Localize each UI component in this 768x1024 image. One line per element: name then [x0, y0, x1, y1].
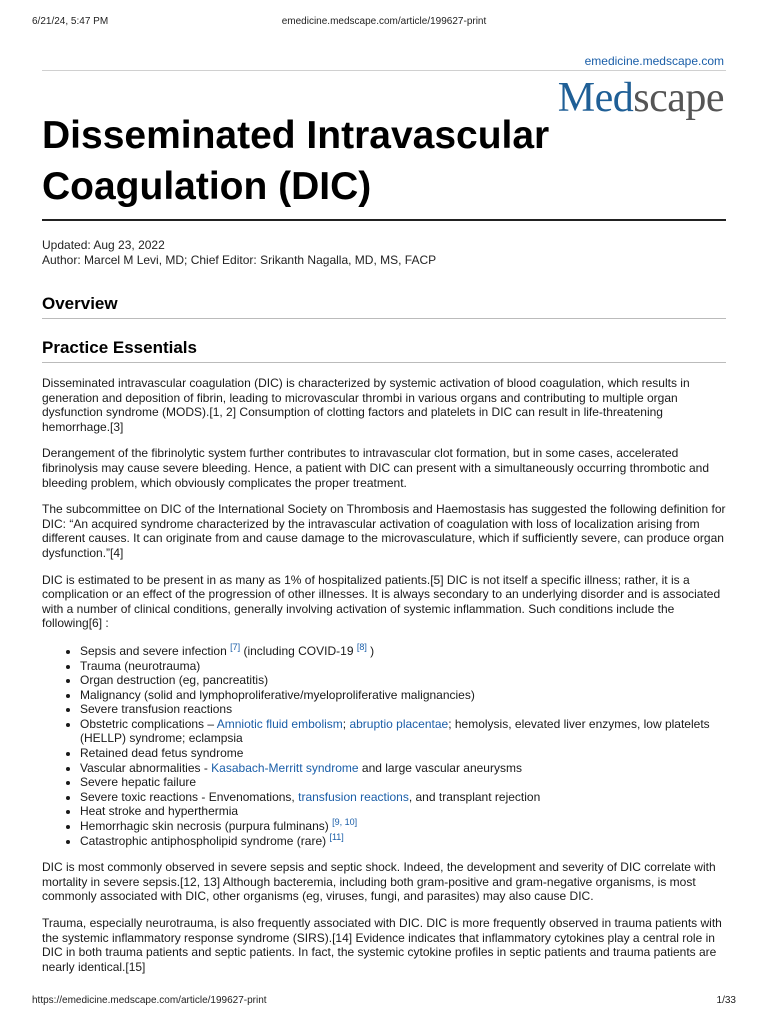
print-url: emedicine.medscape.com/article/199627-print [281, 16, 487, 27]
print-footer [32, 995, 736, 1009]
list-item: • Heat stroke and hyperthermia [80, 804, 726, 819]
section-overview: Overview [42, 294, 118, 313]
list-item: • Sepsis and severe infection [7] (including COVID-19 [8] ) [80, 644, 726, 659]
reference-link[interactable]: [7] [230, 641, 241, 652]
kasabach-merritt-link[interactable]: Kasabach-Merritt syndrome [211, 760, 359, 775]
list-item: • Severe transfusion reactions [80, 702, 726, 717]
paragraph: Derangement of the fibrinolytic system further contributes to intravascular clot formation, but in some cases, accelerated fibrinolysis may cause severe bleeding. Hence, a patient with DIC can present with a simultaneously occurring thrombotic and bleeding problem, which obviously complicates the proper treatment. [42, 446, 709, 490]
list-item: • Organ destruction (eg, pancreatitis) [80, 673, 726, 688]
list-item: • Catastrophic antiphospholipid syndrome (rare) [11] [80, 834, 726, 849]
list-item: • Severe toxic reactions - Envenomations, transfusion reactions, and transplant rejection [80, 790, 726, 805]
abruptio-placentae-link[interactable]: abruptio placentae [349, 716, 449, 731]
paragraph: DIC is estimated to be present in as many as 1% of hospitalized patients.[5] DIC is not itself a specific illness; rather, it is a complication or an effect of the progression of other illnesses. It is always secondary to an underlying disorder and is associated with a number of clinical conditions, generally involving activation of systemic inflammation. Such conditions include the following[6] : [42, 572, 721, 631]
paragraph: Trauma, especially neurotrauma, is also frequently associated with DIC. DIC is more frequently observed in trauma patients with the systemic inflammatory response syndrome (SIRS).[14] Evidence indicates that inflammatory cytokines play a central role in DIC in both trauma patients and septic patients. In fact, the systemic cytokine profiles in septic patients and trauma patients are nearly identical.[15] [42, 916, 722, 974]
logo-part-scape: scape [633, 75, 724, 121]
paragraph: The subcommittee on DIC of the International Society on Thrombosis and Haemostasis has suggested the following definition for DIC: “An acquired syndrome characterized by the intravascular activation of coagulation with loss of localization arising from different causes. It can originate from and cause damage to the microvasculature, which if sufficiently severe, can produce organ dysfunction.”[4] [42, 502, 726, 560]
author-line: Author: Marcel M Levi, MD; Chief Editor: Srikanth Nagalla, MD, MS, FACP [42, 253, 437, 267]
reference-link[interactable]: [9, 10] [332, 817, 358, 828]
print-datetime: 6/21/24, 5:47 PM [32, 16, 109, 27]
site-link[interactable]: emedicine.medscape.com [584, 54, 724, 68]
article-meta [42, 238, 726, 268]
paragraph: Disseminated intravascular coagulation (DIC) is characterized by systemic activation of blood coagulation, which results in generation and deposition of fibrin, leading to microvascular thrombi in various organs and contributing to multiple organ dysfunction syndrome (MODS).[1, 2] Consumption of clotting factors and platelets in DIC can result in life-threatening hemorrhage.[3] [42, 376, 690, 434]
section-divider [42, 318, 726, 319]
article-title: Disseminated Intravascular Coagulation (DIC) [42, 114, 550, 208]
page-number: 1/33 [716, 995, 736, 1006]
updated-date: Updated: Aug 23, 2022 [42, 238, 165, 252]
footer-url: https://emedicine.medscape.com/article/199627-print [32, 995, 267, 1006]
article-content [42, 110, 726, 974]
amniotic-fluid-embolism-link[interactable]: Amniotic fluid embolism [216, 716, 343, 731]
list-item: • Obstetric complications – Amniotic fluid embolism; abruptio placentae; hemolysis, elevated liver enzymes, low platelets (HELLP) syndrome; eclampsia [80, 717, 726, 746]
section-practice-essentials: Practice Essentials [42, 338, 197, 357]
print-header [32, 16, 736, 30]
list-item: • Vascular abnormalities - Kasabach-Merritt syndrome and large vascular aneurysms [80, 761, 726, 776]
reference-link[interactable]: [8] [356, 641, 367, 652]
conditions-list [42, 641, 726, 848]
logo-part-med: Med [557, 75, 634, 121]
list-item: • Malignancy (solid and lymphoproliferative/myeloproliferative malignancies) [80, 688, 726, 703]
list-item: • Hemorrhagic skin necrosis (purpura fulminans) [9, 10] [80, 819, 726, 834]
list-item: • Severe hepatic failure [80, 775, 726, 790]
header-divider [42, 70, 726, 71]
list-item: • Retained dead fetus syndrome [80, 746, 726, 761]
title-divider [42, 219, 726, 221]
section-divider [42, 362, 726, 363]
paragraph: DIC is most commonly observed in severe sepsis and septic shock. Indeed, the development and severity of DIC correlate with mortality in severe sepsis.[12, 13] Although bacteremia, including both gram-positive and gram-negative organisms, is most commonly associated with DIC, other organisms (eg, viruses, fungi, and parasites) may also cause DIC. [42, 860, 716, 904]
list-item: • Trauma (neurotrauma) [80, 659, 726, 674]
reference-link[interactable]: [11] [329, 831, 344, 842]
transfusion-reactions-link[interactable]: transfusion reactions [298, 789, 409, 804]
